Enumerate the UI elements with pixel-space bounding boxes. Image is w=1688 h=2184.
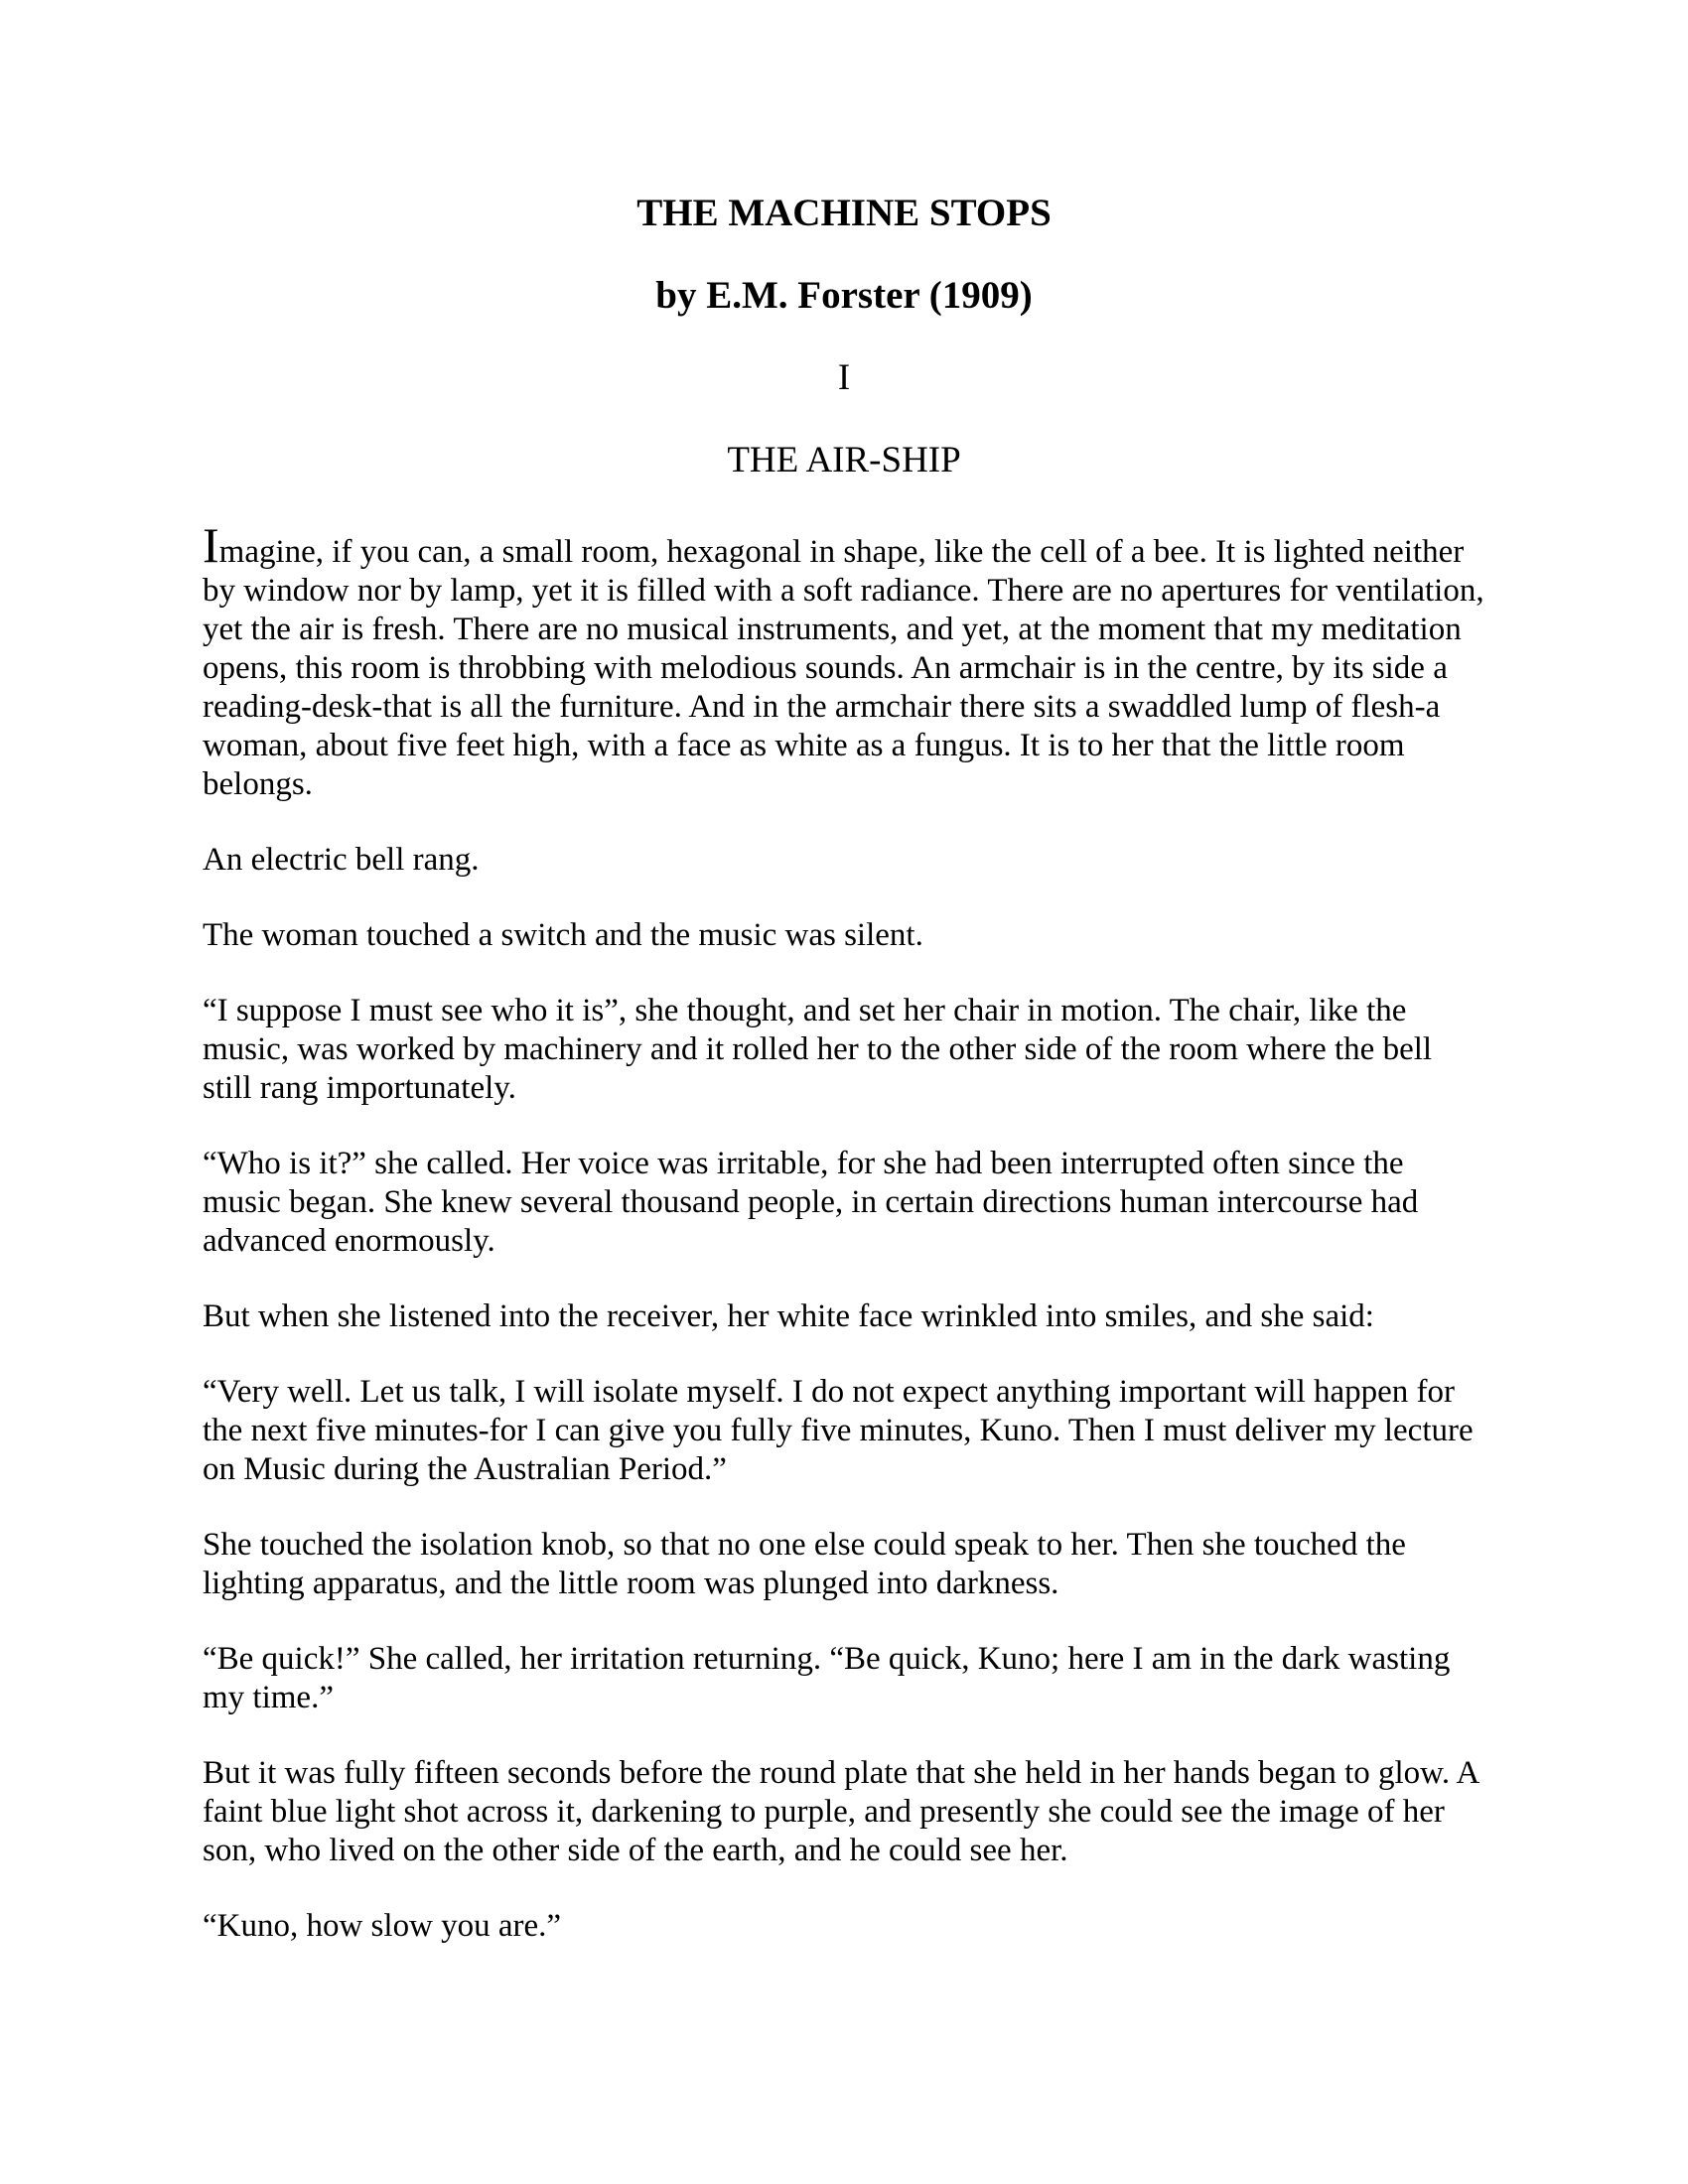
byline: by E.M. Forster (1909): [655, 274, 1033, 317]
story-paragraph: An electric bell rang.: [203, 842, 480, 878]
drop-cap-initial: I: [203, 517, 219, 573]
story-paragraph: But it was fully fifteen seconds before the round plate that she held in her hands began to glow. A faint blue light shot across it, darkening to purple, and presently she could see the image of her son, who lived on the other side of the earth, and he could see her.: [203, 1755, 1478, 1868]
story-paragraph: “Very well. Let us talk, I will isolate myself. I do not expect anything important will happen for the next five minutes-for I can give you fully five minutes, Kuno. Then I must deliver my lecture on Music during the Australian Period.”: [203, 1374, 1474, 1487]
lead-paragraph: [203, 517, 1485, 804]
story-paragraph: “Kuno, how slow you are.”: [203, 1908, 562, 1944]
story-paragraph: “I suppose I must see who it is”, she thought, and set her chair in motion. The chair, like the music, was worked by machinery and it rolled her to the other side of the room where the bell still rang importunately.: [203, 993, 1433, 1106]
chapter-number: I: [837, 357, 851, 398]
page-title: THE MACHINE STOPS: [636, 192, 1052, 234]
story-paragraph: She touched the isolation knob, so that no one else could speak to her. Then she touched the lighting apparatus, and the little room was plunged into darkness.: [203, 1527, 1406, 1601]
story-paragraph: But when she listened into the receiver, her white face wrinkled into smiles, and she said:: [203, 1298, 1374, 1334]
story-paragraph: The woman touched a switch and the music was silent.: [203, 917, 923, 953]
story-paragraph: “Who is it?” she called. Her voice was irritable, for she had been interrupted often since the music began. She knew several thousand people, in certain directions human intercourse had advanced enormously.: [203, 1146, 1419, 1259]
chapter-title: THE AIR-SHIP: [727, 440, 961, 480]
lead-paragraph-text: magine, if you can, a small room, hexagonal in shape, like the cell of a bee. It is lighted neither by window nor by lamp, yet it is filled with a soft radiance. There are no apertures for ventilation, yet the air is fresh. There are no musical instruments, and yet, at the moment that my meditation opens, this room is throbbing with melodious sounds. An armchair is in the centre, by its side a reading-desk-that is all the furniture. And in the armchair there sits a swaddled lump of flesh-a woman, about five feet high, with a face as white as a fungus. It is to her that the little room belongs.: [203, 534, 1484, 802]
story-paragraph: “Be quick!” She called, her irritation returning. “Be quick, Kuno; here I am in the dark wasting my time.”: [203, 1641, 1451, 1715]
